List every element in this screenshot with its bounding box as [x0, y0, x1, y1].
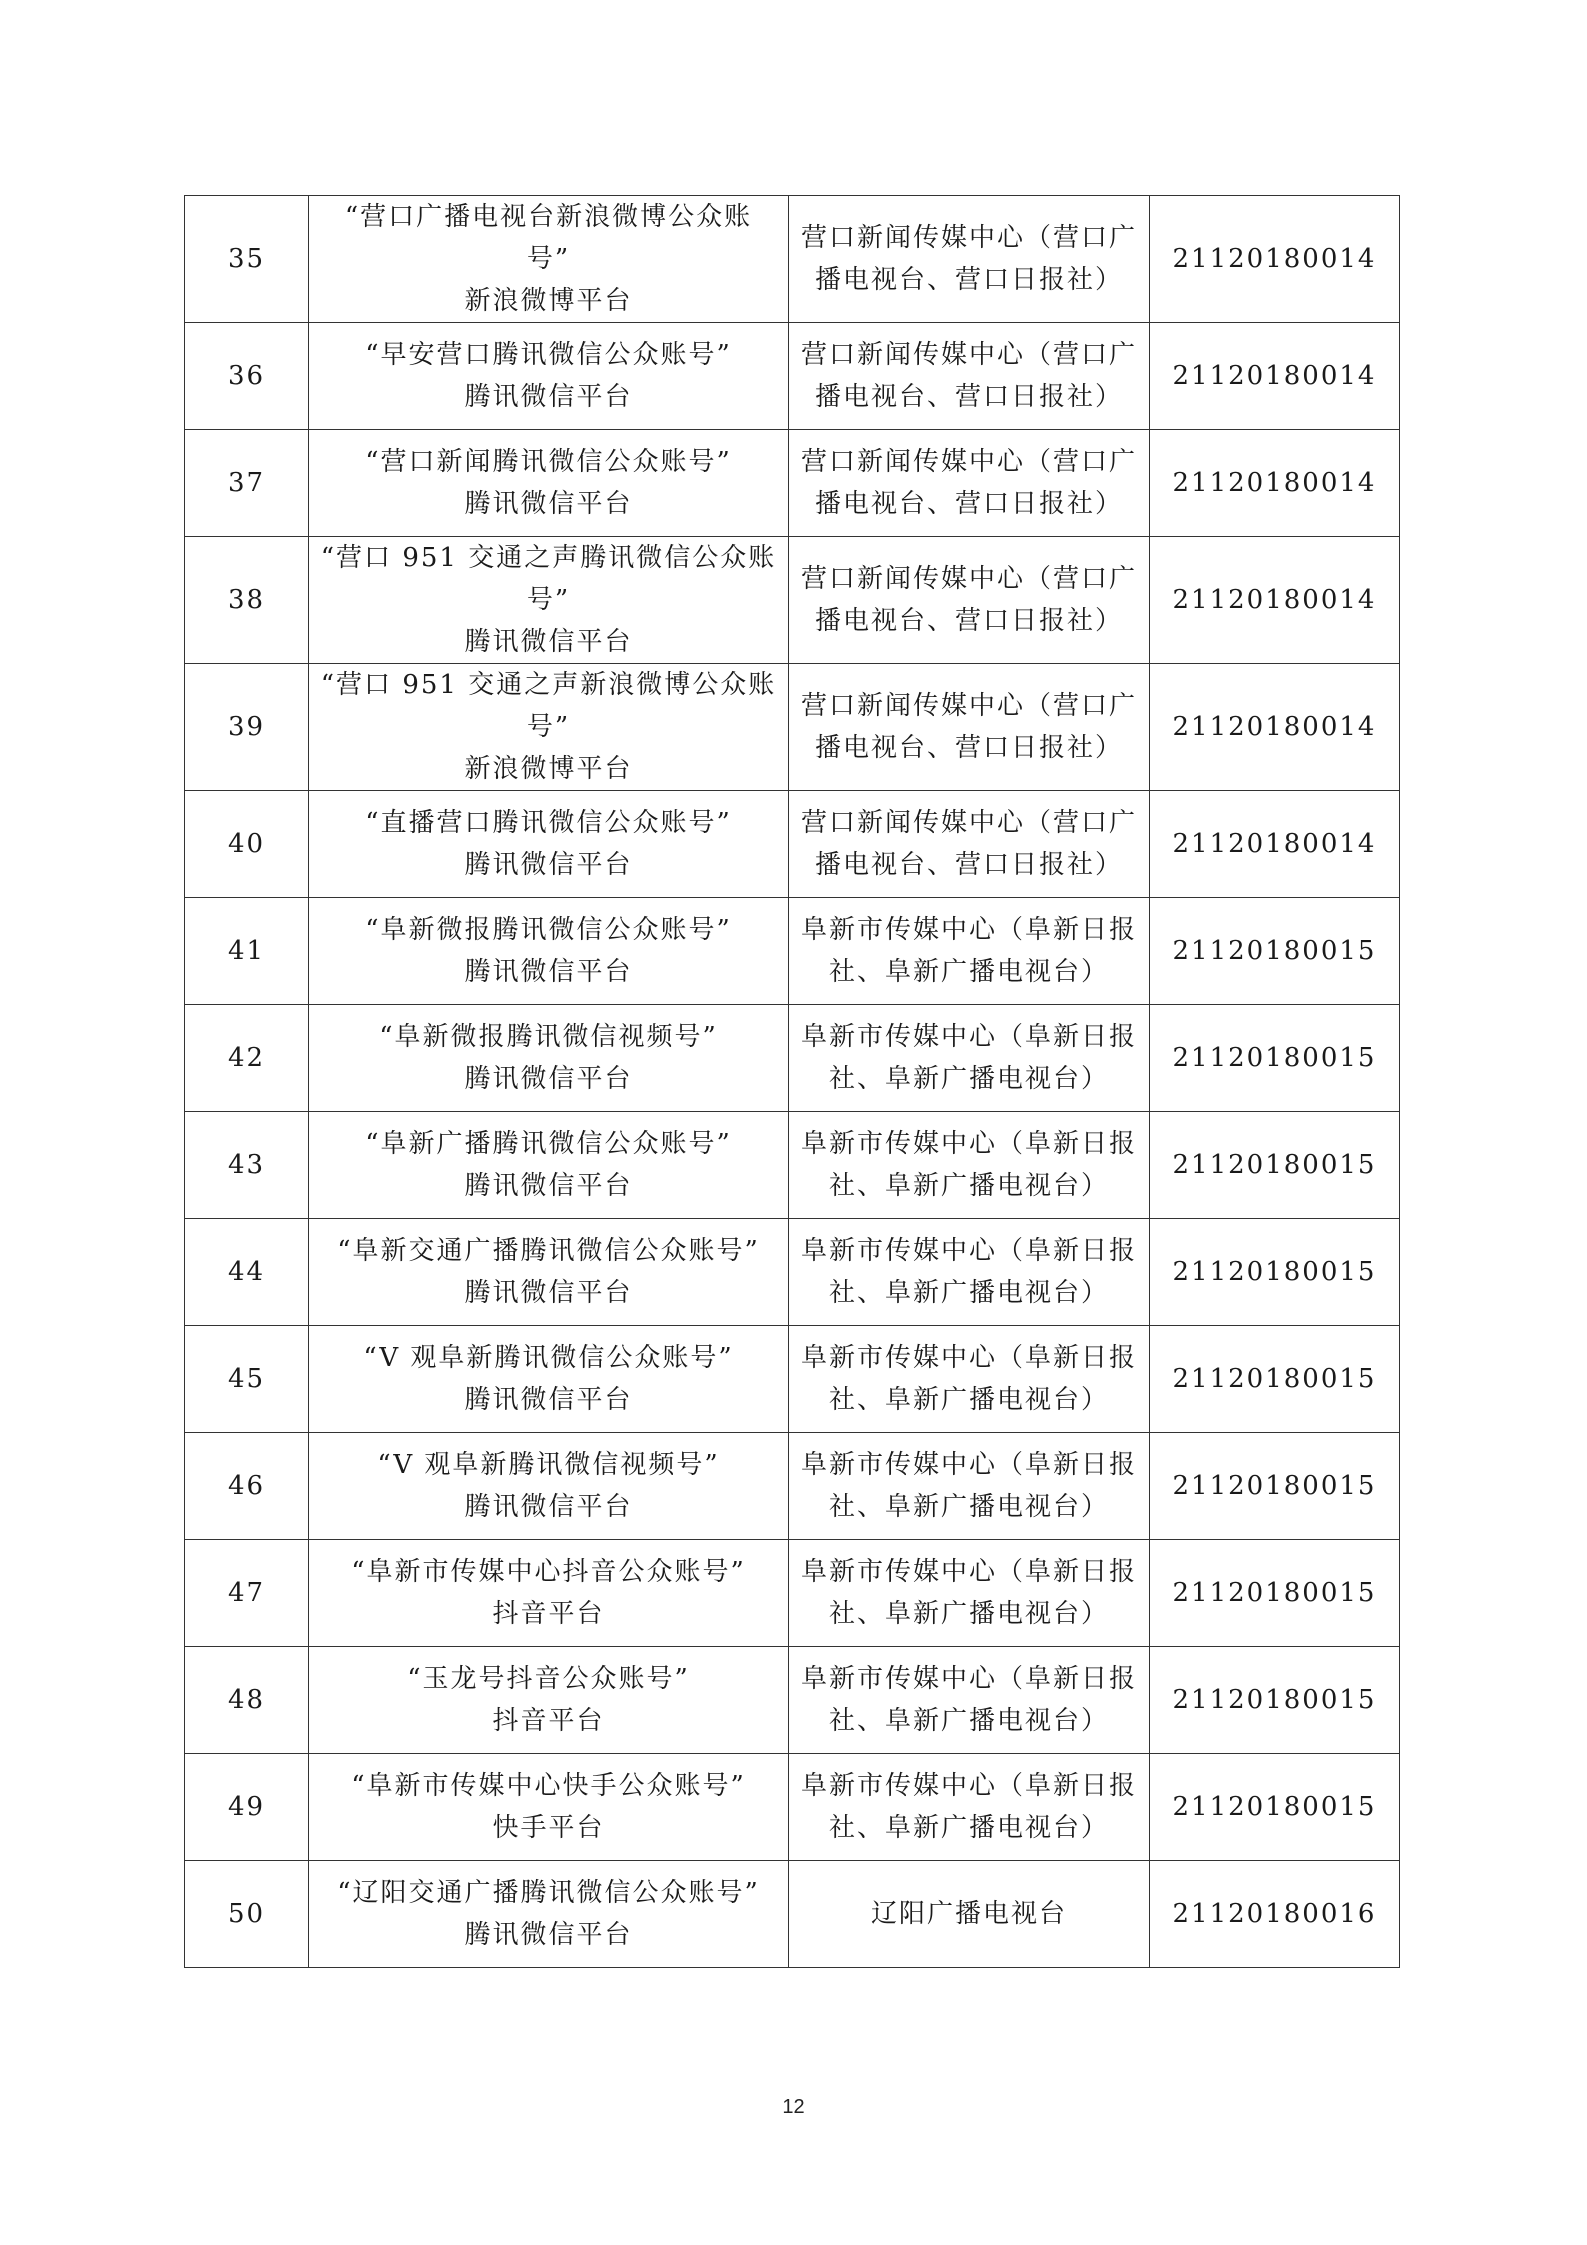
table-row — [185, 1540, 1400, 1647]
organization-line: 阜新市传媒中心（阜新日报 — [800, 1450, 1137, 1480]
license-code-cell: 21120180014 — [1150, 664, 1400, 791]
organization-cell — [789, 430, 1150, 537]
organization-line: 社、阜新广播电视台） — [828, 1171, 1109, 1201]
row-number-cell: 48 — [185, 1647, 309, 1754]
account-name-cell — [309, 323, 789, 430]
license-code-cell: 21120180014 — [1150, 791, 1400, 898]
organization-line: 播电视台、营口日报社） — [814, 382, 1123, 412]
account-name-line: 腾讯微信平台 — [464, 627, 633, 657]
row-number-cell: 42 — [185, 1005, 309, 1112]
license-code-cell: 21120180015 — [1150, 1326, 1400, 1433]
account-name-line: “直播营口腾讯微信公众账号” — [365, 808, 732, 838]
organization-cell — [789, 664, 1150, 791]
account-name-line: “营口 951 交通之声新浪微博公众账 — [320, 670, 777, 700]
row-number-cell: 39 — [185, 664, 309, 791]
row-number-cell: 38 — [185, 537, 309, 664]
organization-line: 营口新闻传媒中心（营口广 — [800, 808, 1137, 838]
organization-line: 社、阜新广播电视台） — [828, 1064, 1109, 1094]
row-number-cell: 37 — [185, 430, 309, 537]
organization-cell — [789, 1540, 1150, 1647]
row-number-cell: 43 — [185, 1112, 309, 1219]
account-name-cell — [309, 791, 789, 898]
table-row — [185, 1326, 1400, 1433]
account-name-line: “阜新市传媒中心快手公众账号” — [351, 1771, 746, 1801]
page-number: 12 — [782, 2096, 805, 2118]
organization-cell — [789, 1861, 1150, 1968]
license-code-cell: 21120180014 — [1150, 323, 1400, 430]
registry-table-body — [185, 196, 1400, 1968]
organization-cell — [789, 1219, 1150, 1326]
account-name-line: 腾讯微信平台 — [464, 382, 633, 412]
license-code-cell: 21120180015 — [1150, 1005, 1400, 1112]
account-name-line: 腾讯微信平台 — [464, 1385, 633, 1415]
organization-line: 阜新市传媒中心（阜新日报 — [800, 1664, 1137, 1694]
account-name-line: 号” — [526, 712, 571, 742]
account-name-cell — [309, 1326, 789, 1433]
row-number-cell: 47 — [185, 1540, 309, 1647]
table-row — [185, 791, 1400, 898]
row-number-cell: 50 — [185, 1861, 309, 1968]
organization-cell — [789, 1754, 1150, 1861]
table-row — [185, 196, 1400, 323]
organization-line: 营口新闻传媒中心（营口广 — [800, 223, 1137, 253]
account-name-line: 新浪微博平台 — [464, 754, 633, 784]
account-name-line: 号” — [526, 244, 571, 274]
account-name-cell — [309, 1433, 789, 1540]
organization-line: 社、阜新广播电视台） — [828, 1492, 1109, 1522]
organization-line: 辽阳广播电视台 — [870, 1899, 1067, 1929]
organization-cell — [789, 791, 1150, 898]
account-name-line: 腾讯微信平台 — [464, 850, 633, 880]
account-name-line: “阜新微报腾讯微信公众账号” — [365, 915, 732, 945]
account-name-line: “营口 951 交通之声腾讯微信公众账 — [320, 543, 777, 573]
organization-cell — [789, 1005, 1150, 1112]
organization-cell — [789, 1647, 1150, 1754]
table-row — [185, 537, 1400, 664]
account-name-line: “V 观阜新腾讯微信公众账号” — [363, 1343, 734, 1373]
organization-line: 播电视台、营口日报社） — [814, 265, 1123, 295]
license-code-cell: 21120180015 — [1150, 1647, 1400, 1754]
account-name-cell — [309, 1861, 789, 1968]
account-name-line: “早安营口腾讯微信公众账号” — [365, 340, 732, 370]
account-name-line: 腾讯微信平台 — [464, 1920, 633, 1950]
account-name-cell — [309, 1540, 789, 1647]
row-number-cell: 36 — [185, 323, 309, 430]
account-name-line: 腾讯微信平台 — [464, 1492, 633, 1522]
account-name-cell — [309, 1754, 789, 1861]
account-name-line: “玉龙号抖音公众账号” — [407, 1664, 690, 1694]
organization-cell — [789, 1326, 1150, 1433]
organization-line: 社、阜新广播电视台） — [828, 1813, 1109, 1843]
organization-line: 播电视台、营口日报社） — [814, 489, 1123, 519]
organization-line: 营口新闻传媒中心（营口广 — [800, 691, 1137, 721]
table-row — [185, 430, 1400, 537]
row-number-cell: 40 — [185, 791, 309, 898]
table-row — [185, 664, 1400, 791]
account-name-line: 腾讯微信平台 — [464, 1171, 633, 1201]
organization-line: 营口新闻传媒中心（营口广 — [800, 340, 1137, 370]
organization-line: 播电视台、营口日报社） — [814, 850, 1123, 880]
table-row — [185, 1219, 1400, 1326]
organization-cell — [789, 898, 1150, 1005]
table-row — [185, 1433, 1400, 1540]
license-code-cell: 21120180015 — [1150, 898, 1400, 1005]
organization-line: 阜新市传媒中心（阜新日报 — [800, 1129, 1137, 1159]
row-number-cell: 45 — [185, 1326, 309, 1433]
account-name-line: “阜新微报腾讯微信视频号” — [379, 1022, 718, 1052]
account-name-line: 腾讯微信平台 — [464, 1278, 633, 1308]
row-number-cell: 35 — [185, 196, 309, 323]
organization-line: 播电视台、营口日报社） — [814, 733, 1123, 763]
organization-line: 阜新市传媒中心（阜新日报 — [800, 1343, 1137, 1373]
account-name-line: “营口广播电视台新浪微博公众账 — [344, 202, 753, 232]
table-row — [185, 1754, 1400, 1861]
organization-line: 营口新闻传媒中心（营口广 — [800, 447, 1137, 477]
organization-line: 阜新市传媒中心（阜新日报 — [800, 915, 1137, 945]
row-number-cell: 41 — [185, 898, 309, 1005]
account-name-line: 腾讯微信平台 — [464, 489, 633, 519]
organization-line: 阜新市传媒中心（阜新日报 — [800, 1557, 1137, 1587]
account-name-line: 新浪微博平台 — [464, 286, 633, 316]
license-code-cell: 21120180015 — [1150, 1112, 1400, 1219]
account-name-line: 腾讯微信平台 — [464, 957, 633, 987]
organization-line: 社、阜新广播电视台） — [828, 957, 1109, 987]
table-row — [185, 1112, 1400, 1219]
organization-cell — [789, 196, 1150, 323]
license-code-cell: 21120180015 — [1150, 1219, 1400, 1326]
account-name-cell — [309, 196, 789, 323]
license-code-cell: 21120180015 — [1150, 1754, 1400, 1861]
organization-line: 阜新市传媒中心（阜新日报 — [800, 1022, 1137, 1052]
organization-cell — [789, 323, 1150, 430]
table-row — [185, 1861, 1400, 1968]
row-number-cell: 49 — [185, 1754, 309, 1861]
license-code-cell: 21120180015 — [1150, 1433, 1400, 1540]
account-name-cell — [309, 664, 789, 791]
license-code-cell: 21120180014 — [1150, 196, 1400, 323]
row-number-cell: 44 — [185, 1219, 309, 1326]
table-row — [185, 898, 1400, 1005]
license-code-cell: 21120180016 — [1150, 1861, 1400, 1968]
account-name-line: “阜新市传媒中心抖音公众账号” — [351, 1557, 746, 1587]
account-name-line: 抖音平台 — [492, 1706, 605, 1736]
organization-line: 阜新市传媒中心（阜新日报 — [800, 1236, 1137, 1266]
account-name-cell — [309, 430, 789, 537]
row-number-cell: 46 — [185, 1433, 309, 1540]
organization-line: 社、阜新广播电视台） — [828, 1599, 1109, 1629]
account-name-line: “V 观阜新腾讯微信视频号” — [377, 1450, 720, 1480]
account-name-line: 号” — [526, 585, 571, 615]
organization-line: 社、阜新广播电视台） — [828, 1706, 1109, 1736]
account-name-cell — [309, 1219, 789, 1326]
account-name-cell — [309, 537, 789, 664]
account-name-cell — [309, 1647, 789, 1754]
account-name-line: 快手平台 — [492, 1813, 605, 1843]
account-name-line: 腾讯微信平台 — [464, 1064, 633, 1094]
organization-cell — [789, 1433, 1150, 1540]
organization-line: 营口新闻传媒中心（营口广 — [800, 564, 1137, 594]
organization-cell — [789, 537, 1150, 664]
license-code-cell: 21120180014 — [1150, 537, 1400, 664]
organization-line: 社、阜新广播电视台） — [828, 1385, 1109, 1415]
registry-table — [184, 195, 1400, 1968]
account-name-line: “营口新闻腾讯微信公众账号” — [365, 447, 732, 477]
organization-cell — [789, 1112, 1150, 1219]
account-name-line: “阜新广播腾讯微信公众账号” — [365, 1129, 732, 1159]
license-code-cell: 21120180014 — [1150, 430, 1400, 537]
table-row — [185, 1647, 1400, 1754]
account-name-cell — [309, 898, 789, 1005]
license-code-cell: 21120180015 — [1150, 1540, 1400, 1647]
account-name-cell — [309, 1005, 789, 1112]
account-name-line: 抖音平台 — [492, 1599, 605, 1629]
organization-line: 阜新市传媒中心（阜新日报 — [800, 1771, 1137, 1801]
organization-line: 社、阜新广播电视台） — [828, 1278, 1109, 1308]
table-row — [185, 1005, 1400, 1112]
organization-line: 播电视台、营口日报社） — [814, 606, 1123, 636]
account-name-line: “辽阳交通广播腾讯微信公众账号” — [337, 1878, 760, 1908]
account-name-cell — [309, 1112, 789, 1219]
table-row — [185, 323, 1400, 430]
account-name-line: “阜新交通广播腾讯微信公众账号” — [337, 1236, 760, 1266]
